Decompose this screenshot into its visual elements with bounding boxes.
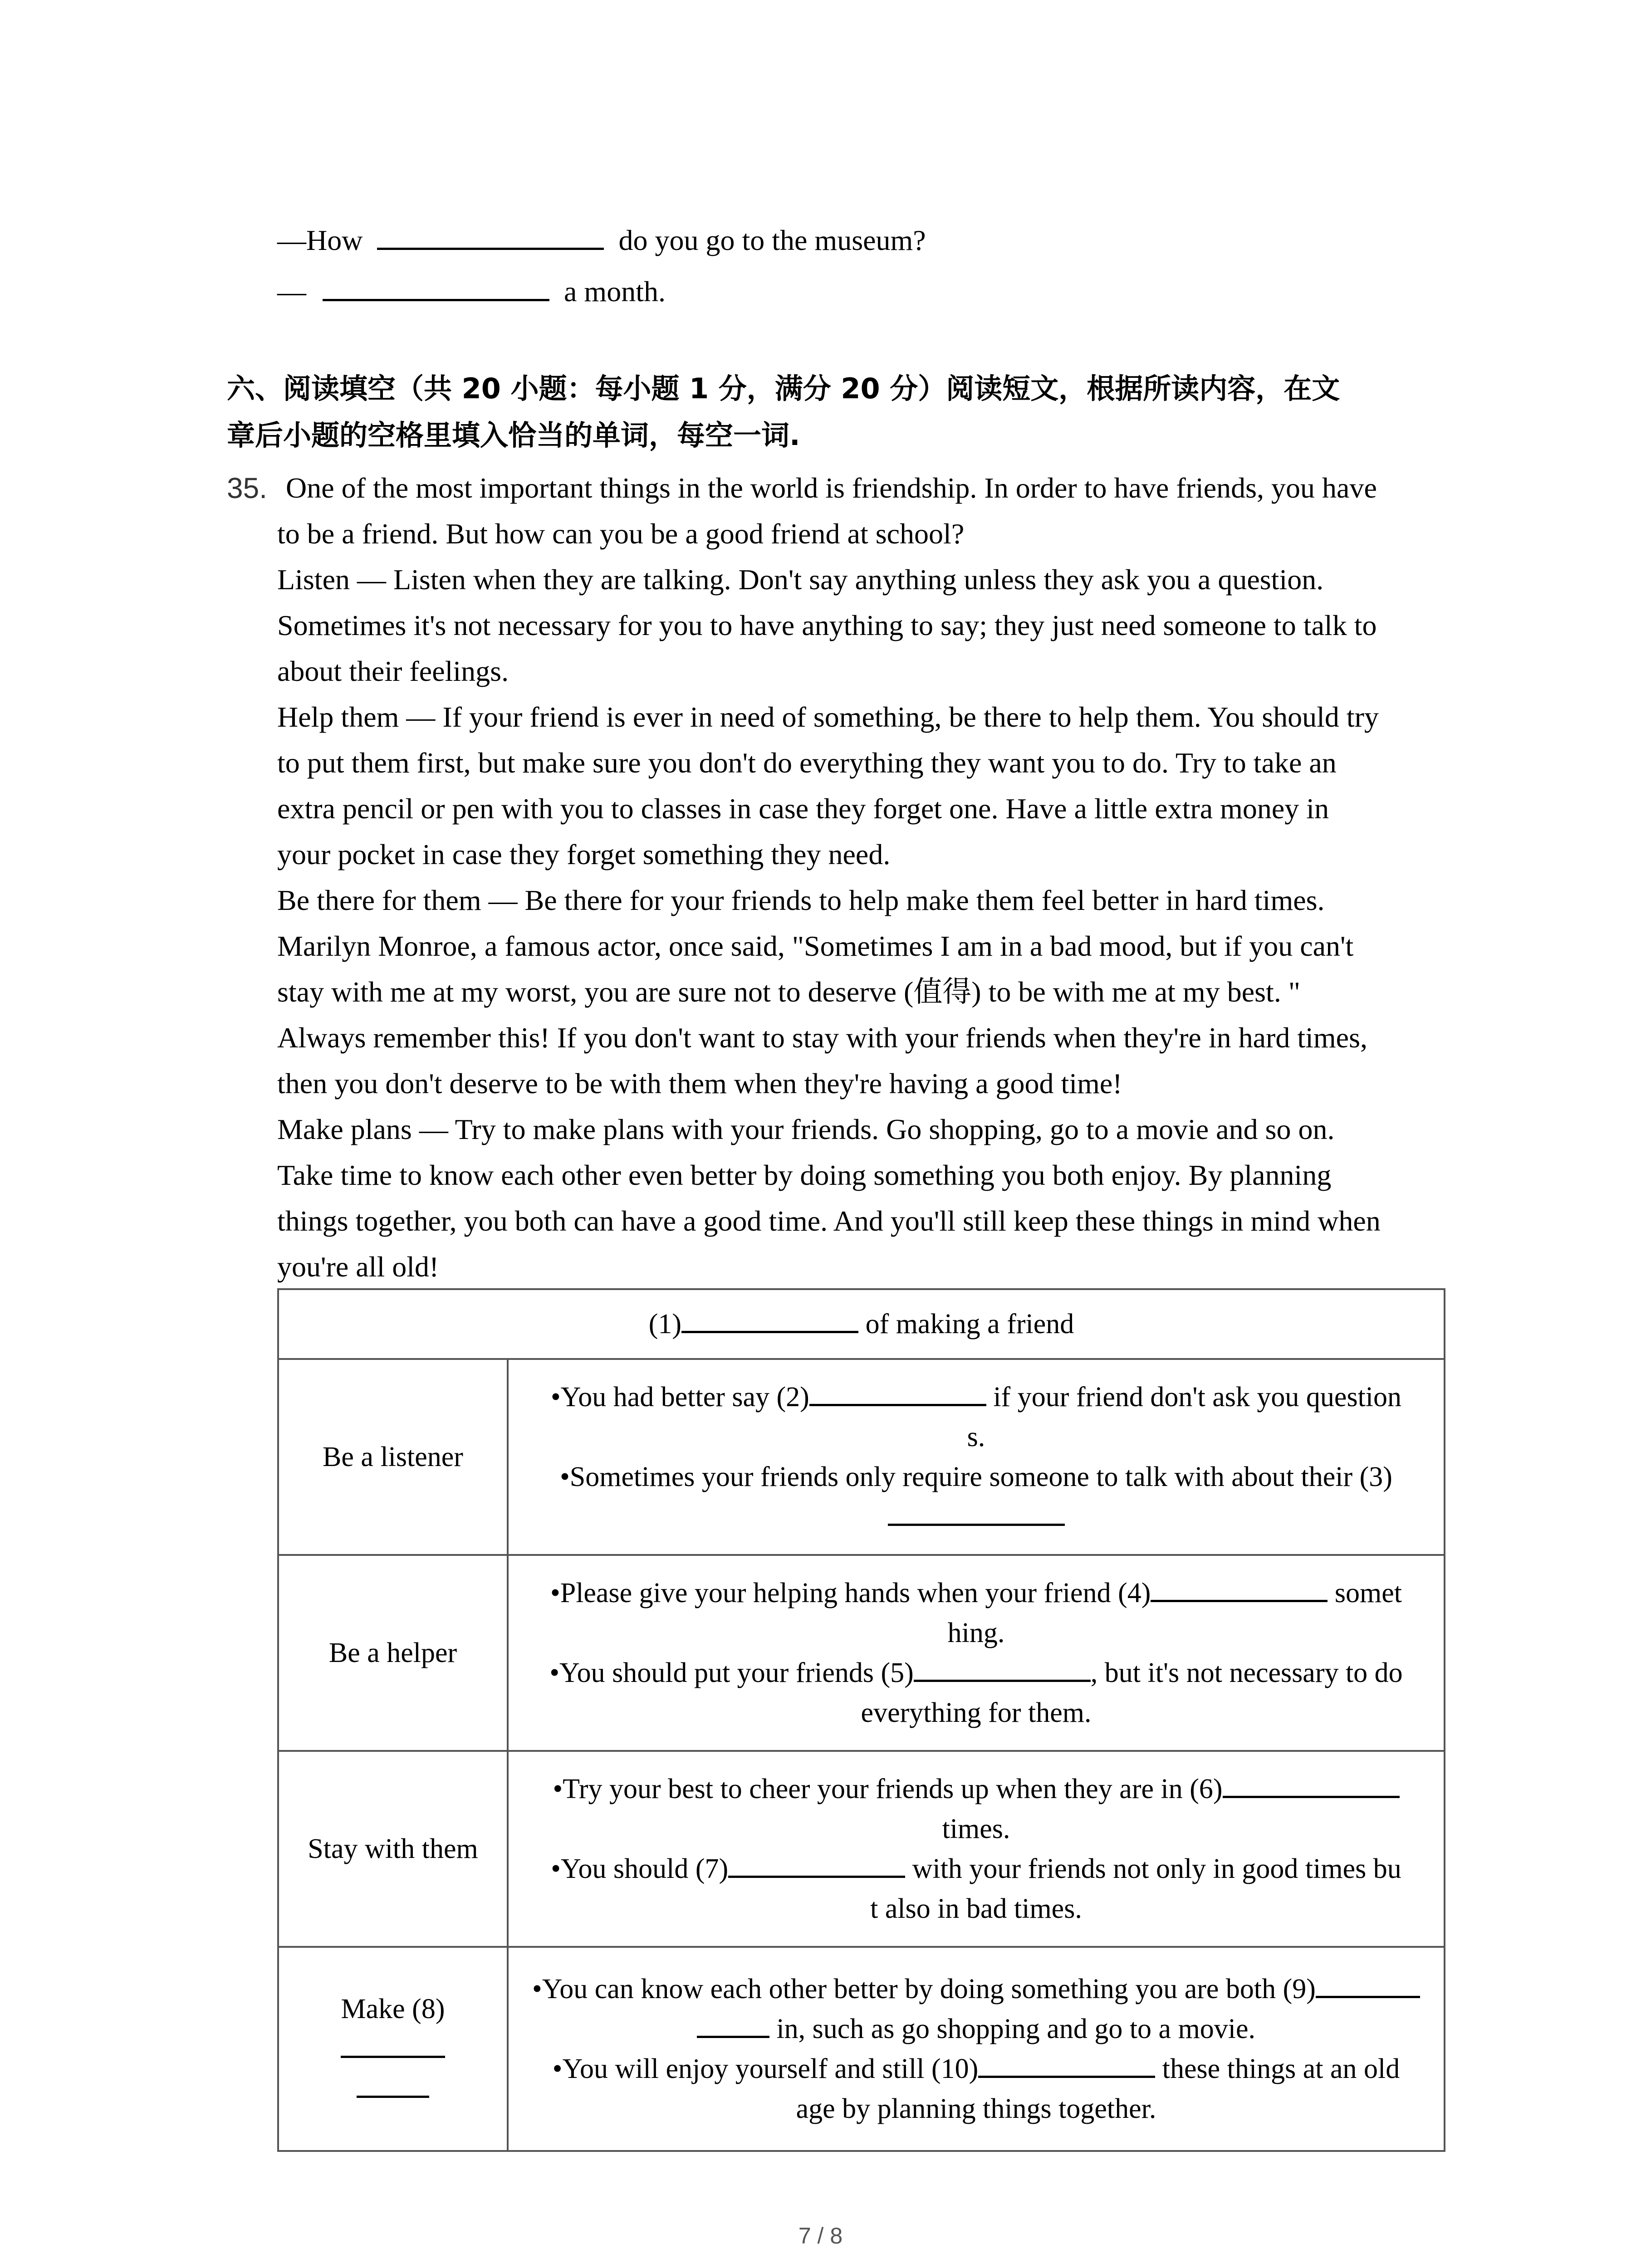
passage-line: Take time to know each other even better by doing something you both enjoy. By planning: [277, 1159, 1332, 1191]
question-number: 35.: [227, 472, 267, 504]
bullet-text: somet: [1327, 1578, 1402, 1608]
answer-blank-8-cont[interactable]: [357, 2073, 429, 2098]
bullet-text: if your friend don't ask you question: [986, 1382, 1402, 1413]
passage-line: Be there for them — Be there for your friends to help make them feel better in hard times.: [277, 884, 1325, 916]
passage-line: Help them — If your friend is ever in need of something, be there to help them. You should try: [277, 701, 1379, 733]
bullet-text: •Sometimes your friends only require someone to talk with about their (3): [560, 1461, 1392, 1492]
prev-question-text-1b: do you go to the museum?: [618, 224, 926, 256]
row-content: [508, 1359, 1445, 1555]
passage-line: Always remember this! If you don't want to stay with your friends when they're in hard times,: [277, 1022, 1367, 1054]
table-title-cell: [278, 1289, 1445, 1359]
bullet-wrap-text: age by planning things together.: [796, 2093, 1156, 2124]
answer-blank-10[interactable]: [978, 2053, 1155, 2078]
answer-blank[interactable]: [323, 275, 549, 301]
bullet-text: •You will enjoy yourself and still (10): [552, 2053, 979, 2084]
answer-blank[interactable]: [377, 224, 604, 250]
bullet-wrap-text: t also in bad times.: [870, 1893, 1082, 1924]
passage-line: your pocket in case they forget something they need.: [277, 838, 891, 870]
bullet-text: , but it's not necessary to do: [1090, 1657, 1403, 1688]
bullet-text: •Try your best to cheer your friends up when they are in (6): [553, 1774, 1223, 1804]
row-content: [508, 1555, 1445, 1751]
row-label: Be a listener: [278, 1359, 508, 1555]
passage-line: extra pencil or pen with you to classes in case they forget one. Have a little extra money in: [277, 792, 1329, 825]
table-row-plans: [278, 1947, 1445, 2151]
bullet-wrap-text: times.: [942, 1813, 1010, 1844]
passage-line: to be a friend. But how can you be a good friend at school?: [277, 518, 965, 550]
bullet-text: •You had better say (2): [550, 1382, 809, 1413]
row-bullet-line: [520, 1573, 1432, 1613]
bullet-text: •You should (7): [551, 1853, 729, 1884]
table-row-listener: [278, 1359, 1445, 1555]
section-heading-line-2: 章后小题的空格里填入恰当的单词，每空一词.: [227, 419, 800, 452]
passage-line: then you don't deserve to be with them when they're having a good time!: [277, 1067, 1122, 1100]
passage-line: to put them first, but make sure you don't do everything they want you to do. Try to take an: [277, 747, 1337, 779]
row-bullet-line: [520, 2009, 1432, 2049]
answer-blank-3[interactable]: [888, 1501, 1065, 1526]
answer-blank-9[interactable]: [1316, 1973, 1420, 1998]
answer-blank-2[interactable]: [809, 1381, 986, 1406]
row-content: [508, 1947, 1445, 2151]
bullet-text: with your friends not only in good times bu: [905, 1853, 1401, 1884]
section-heading-line-1: 六、阅读填空（共 20 小题：每小题 1 分，满分 20 分）阅读短文，根据所读内容，在文: [227, 372, 1340, 405]
table-row-stay: [278, 1751, 1445, 1947]
passage-line: Marilyn Monroe, a famous actor, once said, "Sometimes I am in a bad mood, but if you can't: [277, 930, 1354, 962]
row-bullet-line: [520, 1769, 1432, 1809]
table-title-prefix: (1): [648, 1309, 682, 1339]
passage-line: you're all old!: [277, 1251, 439, 1283]
prev-question-text-2a: —: [277, 275, 306, 308]
row-bullet-line: [520, 1849, 1432, 1889]
passage-line: Sometimes it's not necessary for you to have anything to say; they just need someone to talk to: [277, 609, 1377, 641]
row-label-cell: [278, 1947, 508, 2151]
row-label: Stay with them: [278, 1751, 508, 1947]
answer-blank-1[interactable]: [681, 1308, 858, 1333]
row-bullet-line: [520, 1377, 1432, 1417]
row-bullet-line: [520, 2049, 1432, 2089]
row-bullet-line: [520, 1969, 1432, 2009]
row-bullet-line: [291, 2069, 495, 2109]
row-bullet-line: [520, 1497, 1432, 1537]
bullet-text: in, such as go shopping and go to a movie.: [769, 2014, 1256, 2044]
passage-line: Listen — Listen when they are talking. Don't say anything unless they ask you a question.: [277, 563, 1324, 596]
bullet-wrap-text: everything for them.: [861, 1697, 1092, 1728]
bullet-text: •You can know each other better by doing something you are both (9): [532, 1974, 1316, 2004]
prev-question-line-1: [277, 218, 926, 263]
table-title-suffix: of making a friend: [858, 1309, 1074, 1339]
summary-table: [277, 1288, 1445, 2152]
bullet-wrap-text: hing.: [947, 1618, 1005, 1648]
bullet-wrap-text: s.: [967, 1422, 985, 1452]
row-content: [508, 1751, 1445, 1947]
bullet-text: •You should put your friends (5): [549, 1657, 914, 1688]
prev-question-text-1a: —How: [277, 224, 363, 256]
answer-blank-4[interactable]: [1151, 1577, 1327, 1602]
page-number: 7 / 8: [798, 2223, 843, 2248]
row-label: Make (8): [341, 1994, 445, 2024]
answer-blank-6[interactable]: [1223, 1773, 1400, 1798]
prev-question-text-2b: a month.: [564, 275, 666, 308]
row-label: Be a helper: [278, 1555, 508, 1751]
passage-line: things together, you both can have a good time. And you'll still keep these things in mind when: [277, 1205, 1381, 1237]
answer-blank-9-cont[interactable]: [697, 2013, 769, 2038]
answer-blank-5[interactable]: [914, 1657, 1091, 1682]
passage-line: One of the most important things in the world is friendship. In order to have friends, you have: [286, 472, 1377, 504]
answer-blank-7[interactable]: [728, 1853, 905, 1878]
passage-line: stay with me at my worst, you are sure not to deserve (值得) to be with me at my best. ": [277, 976, 1300, 1008]
passage-line: Make plans — Try to make plans with your friends. Go shopping, go to a movie and so on.: [277, 1113, 1335, 1145]
bullet-text: these things at an old: [1155, 2053, 1400, 2084]
passage-line: about their feelings.: [277, 655, 509, 687]
row-bullet-line: [520, 1653, 1432, 1693]
table-title-row: [278, 1289, 1445, 1359]
table-row-helper: [278, 1555, 1445, 1751]
answer-blank-8[interactable]: [341, 2033, 445, 2058]
prev-question-line-2: [277, 269, 666, 314]
bullet-text: •Please give your helping hands when your friend (4): [550, 1578, 1151, 1608]
